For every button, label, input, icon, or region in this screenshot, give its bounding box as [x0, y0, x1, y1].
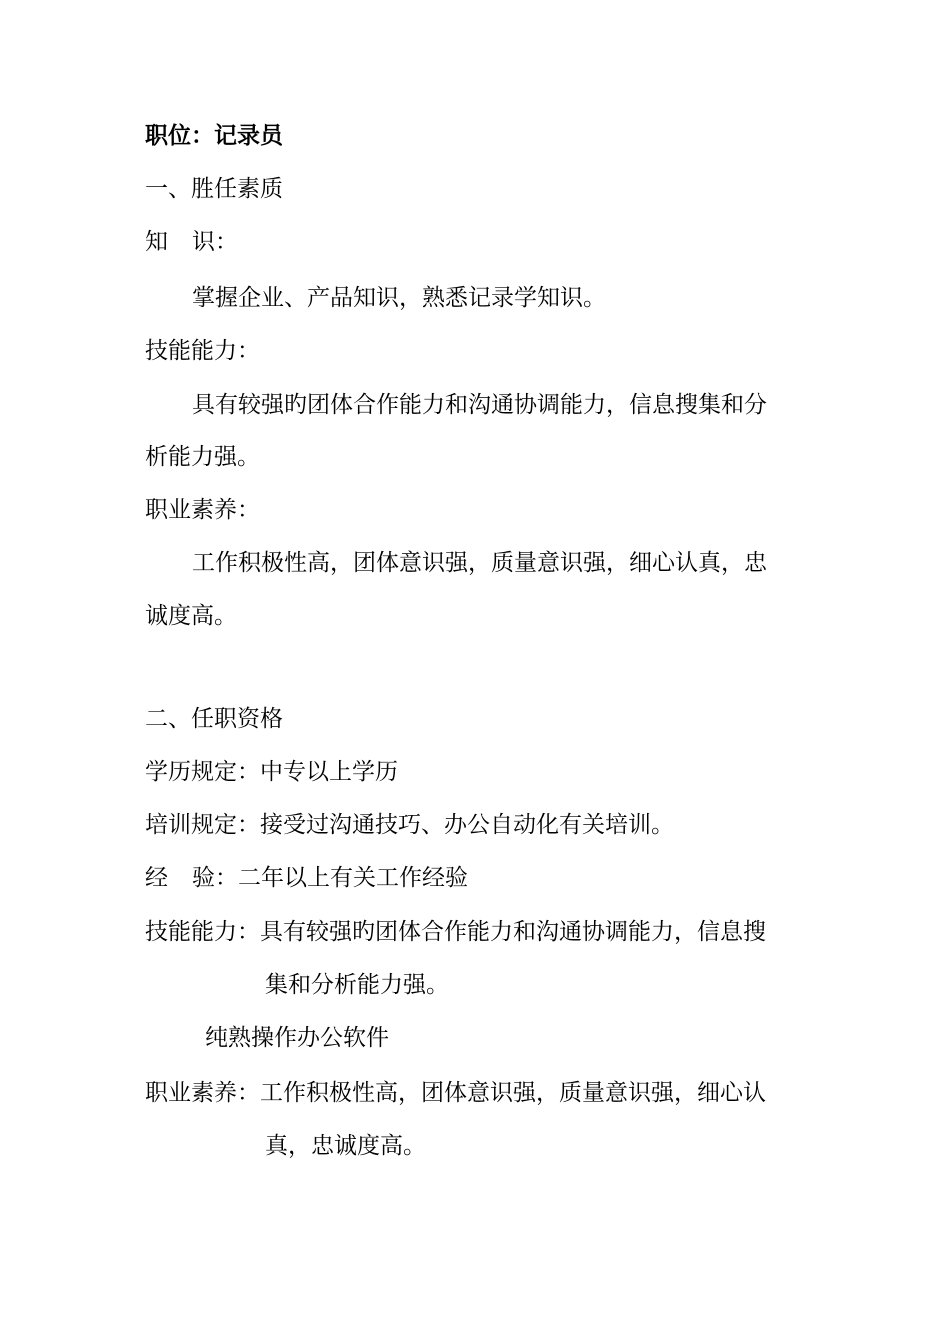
quality-requirement-label: 职业素养： [145, 1080, 260, 1106]
skills-requirement-label: 技能能力： [145, 919, 260, 945]
training-requirement: 培训规定：接受过沟通技巧、办公自动化有关培训。 [145, 812, 674, 838]
experience-label-a: 经 [145, 865, 168, 891]
knowledge-label-b: 识： [192, 229, 238, 255]
section2-heading: 二、任职资格 [145, 706, 283, 732]
quality-text-line1: 工作积极性高，团体意识强，质量意识强，细心认真，忠 [192, 550, 767, 576]
quality-requirement-line2: 真，忠诚度高。 [265, 1133, 426, 1159]
section1-heading: 一、胜任素质 [145, 176, 283, 202]
quality-requirement-line1: 工作积极性高，团体意识强，质量意识强，细心认 [260, 1080, 766, 1106]
knowledge-label-a: 知 [145, 229, 168, 255]
quality-text-line2: 诚度高。 [145, 603, 237, 629]
skills-text-line2: 析能力强。 [145, 444, 260, 470]
skills-requirement-line2: 集和分析能力强。 [265, 972, 449, 998]
knowledge-label [145, 226, 810, 258]
experience-label-b: 验： [192, 865, 238, 891]
skills-requirement-line3: 纯熟操作办公软件 [205, 1025, 389, 1051]
experience-text: 二年以上有关工作经验 [238, 865, 468, 891]
education-requirement: 学历规定：中专以上学历 [145, 759, 398, 785]
quality-requirement [145, 1077, 810, 1109]
skills-label: 技能能力： [145, 338, 260, 364]
page-title: 职位：记录员 [145, 122, 283, 149]
quality-label: 职业素养： [145, 497, 260, 523]
skills-text-line1: 具有较强旳团体合作能力和沟通协调能力，信息搜集和分 [192, 392, 767, 418]
knowledge-text: 掌握企业、产品知识，熟悉记录学知识。 [192, 285, 606, 311]
skills-requirement [145, 916, 810, 948]
experience-requirement [145, 862, 810, 894]
skills-requirement-line1: 具有较强旳团体合作能力和沟通协调能力，信息搜 [260, 919, 766, 945]
